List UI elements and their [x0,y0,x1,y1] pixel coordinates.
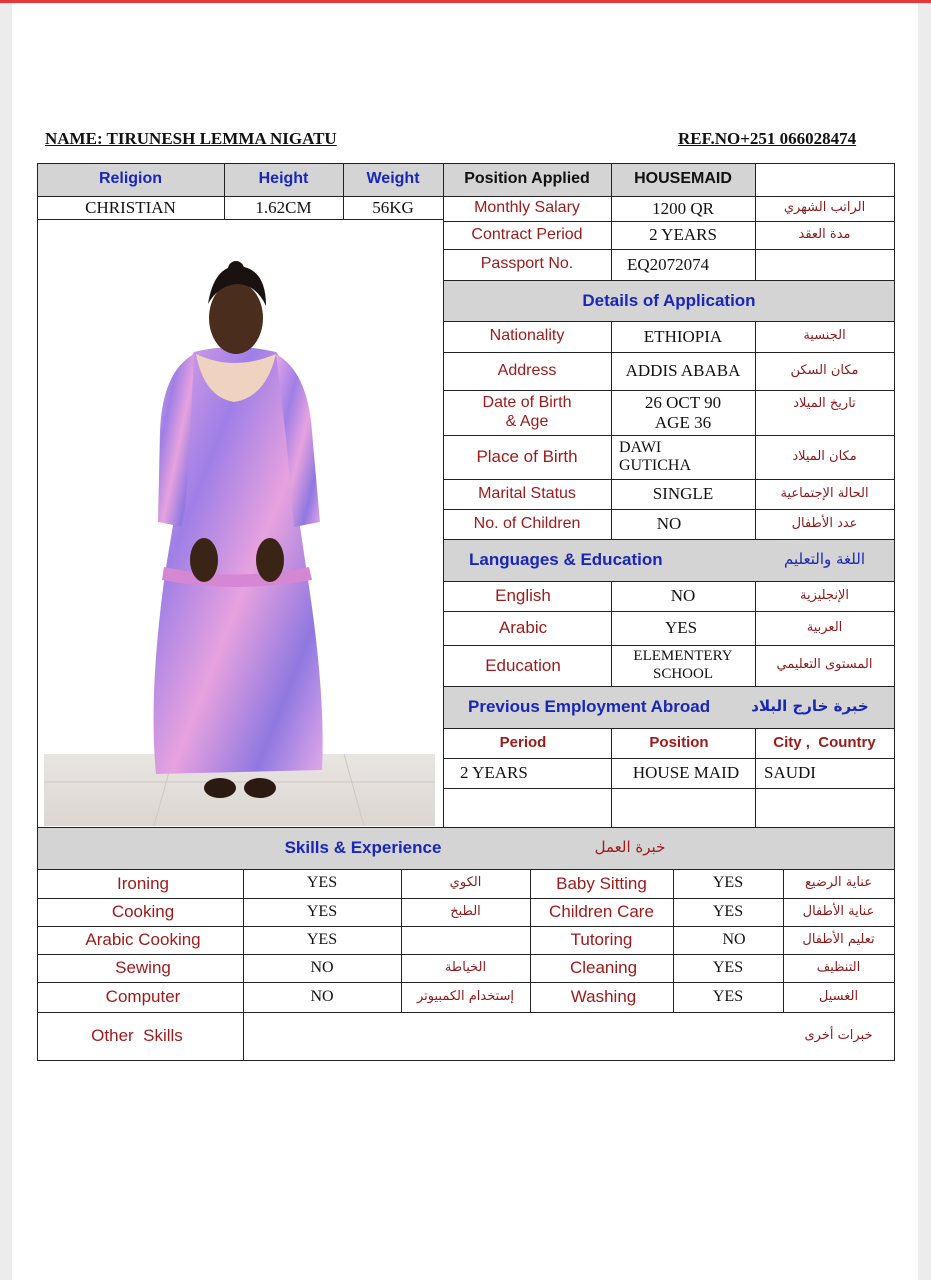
dob-arabic: تاريخ الميلاد [793,395,856,411]
skill-baby-sitting-arabic: عناية الرضيع [805,875,872,891]
skill-ironing-arabic: الكوي [449,875,482,891]
skills-title-arabic: خبرة العمل [594,838,666,857]
place-of-birth-value [611,435,755,479]
skill-washing-value: YES [712,987,744,1005]
religion-header: Religion [98,170,163,188]
person-photo-icon [44,222,435,826]
employment-country: SAUDI [764,763,816,783]
nationality-value: ETHIOPIA [643,326,723,346]
nationality-label: Nationality [489,327,565,345]
education-label: Education [485,655,561,675]
skill-tutoring: Tutoring [570,930,633,950]
dob-date: 26 OCT 90 [644,392,722,412]
skill-cleaning: Cleaning [569,958,638,978]
languages-title: Languages & Education [469,550,663,570]
skill-children-care-value: YES [712,902,744,920]
skill-computer: Computer [105,987,181,1007]
dob-label-line2: & Age [505,412,549,430]
position-header: Position [649,734,709,752]
marital-status-label: Marital Status [478,484,576,502]
monthly-salary-value: 1200 QR [652,198,714,218]
skill-ironing-value: YES [306,874,338,892]
dob-label-line1: Date of Birth [482,394,572,412]
skill-arabic-cooking-value: YES [306,930,338,948]
place-of-birth-arabic: مكان الميلاد [792,448,857,464]
skill-cooking-arabic: الطبخ [450,903,481,919]
children-value: NO [656,514,682,534]
address-arabic: مكان السكن [790,362,859,378]
weight-value: 56KG [372,197,414,217]
skill-baby-sitting-value: YES [712,874,744,892]
arabic-label: Arabic [498,618,548,638]
skill-sewing-arabic: الخياطة [444,959,487,975]
religion-value: CHRISTIAN [85,197,176,217]
skill-tutoring-value: NO [722,930,746,948]
dob-label [443,390,611,435]
skill-cooking-value: YES [306,902,338,920]
english-value: NO [670,586,696,606]
position-applied-value: HOUSEMAID [634,170,732,188]
place-of-birth-label: Place of Birth [476,447,578,467]
education-value-line1: ELEMENTERY [633,648,733,665]
arabic-value: YES [664,618,698,638]
other-skills-label: Other Skills [91,1026,183,1046]
position-applied-header: Position Applied [464,170,590,188]
dob-age: AGE 36 [654,412,712,432]
skill-cleaning-arabic: التنظيف [816,959,861,975]
marital-status-value: SINGLE [652,484,714,504]
education-value [611,645,755,686]
height-header: Height [258,170,309,188]
monthly-salary-label: Monthly Salary [474,199,580,217]
education-value-line2: SCHOOL [652,665,713,682]
employment-period: 2 YEARS [460,763,528,783]
skill-sewing: Sewing [115,958,171,978]
height-value: 1.62CM [255,197,312,217]
children-arabic: عدد الأطفال [791,515,858,531]
place-of-birth-line2: GUTICHA [619,457,691,474]
skill-baby-sitting: Baby Sitting [556,873,647,893]
skill-ironing: Ironing [117,873,169,893]
nationality-arabic: الجنسية [803,328,846,344]
employment-title: Previous Employment Abroad [468,697,711,717]
skill-washing-arabic: الغسيل [818,988,859,1004]
arabic-arabic: العربية [806,619,843,635]
english-arabic: الإنجليزية [799,587,850,603]
contract-period-arabic: مدة العقد [798,226,851,242]
languages-title-arabic: اللغة والتعليم [784,550,865,569]
employment-position: HOUSE MAID [632,763,740,783]
address-label: Address [497,361,557,379]
education-arabic: المستوى التعليمي [776,657,873,673]
monthly-salary-arabic: الراتب الشهري [783,200,866,216]
skills-title: Skills & Experience [284,838,442,858]
skill-children-care-arabic: عناية الأطفال [802,903,875,919]
skill-tutoring-arabic: تعليم الأطفال [802,931,875,947]
skill-cooking: Cooking [111,902,175,922]
contract-period-value: 2 YEARS [649,225,717,245]
skill-sewing-value: NO [310,958,334,976]
english-label: English [495,586,551,606]
passport-label: Passport No. [480,255,574,273]
weight-header: Weight [366,170,420,188]
skill-washing: Washing [570,987,637,1007]
reference-number: REF.NO+251 066028474 [678,129,857,148]
country-header: City , Country [773,734,876,752]
applicant-name: NAME: TIRUNESH LEMMA NIGATU [45,129,337,148]
skill-computer-arabic: إستخدام الكمبيوتر [416,988,515,1004]
period-header: Period [499,734,547,752]
skill-cleaning-value: YES [712,958,744,976]
place-of-birth-line1: DAWI [619,438,662,456]
marital-status-arabic: الحالة الإجتماعية [780,485,869,501]
skill-computer-value: NO [310,987,334,1005]
contract-period-label: Contract Period [471,225,583,243]
applicant-photo [44,222,435,826]
dob-value [611,390,755,435]
employment-title-arabic: خبرة خارج البلاد [751,697,869,716]
skill-arabic-cooking: Arabic Cooking [85,930,201,950]
details-title: Details of Application [582,290,756,310]
passport-value: EQ2072074 [627,254,710,274]
skill-children-care: Children Care [549,902,654,922]
other-skills-arabic: خبرات أخرى [804,1027,873,1043]
address-value: ADDIS ABABA [625,361,741,381]
children-label: No. of Children [473,514,581,532]
